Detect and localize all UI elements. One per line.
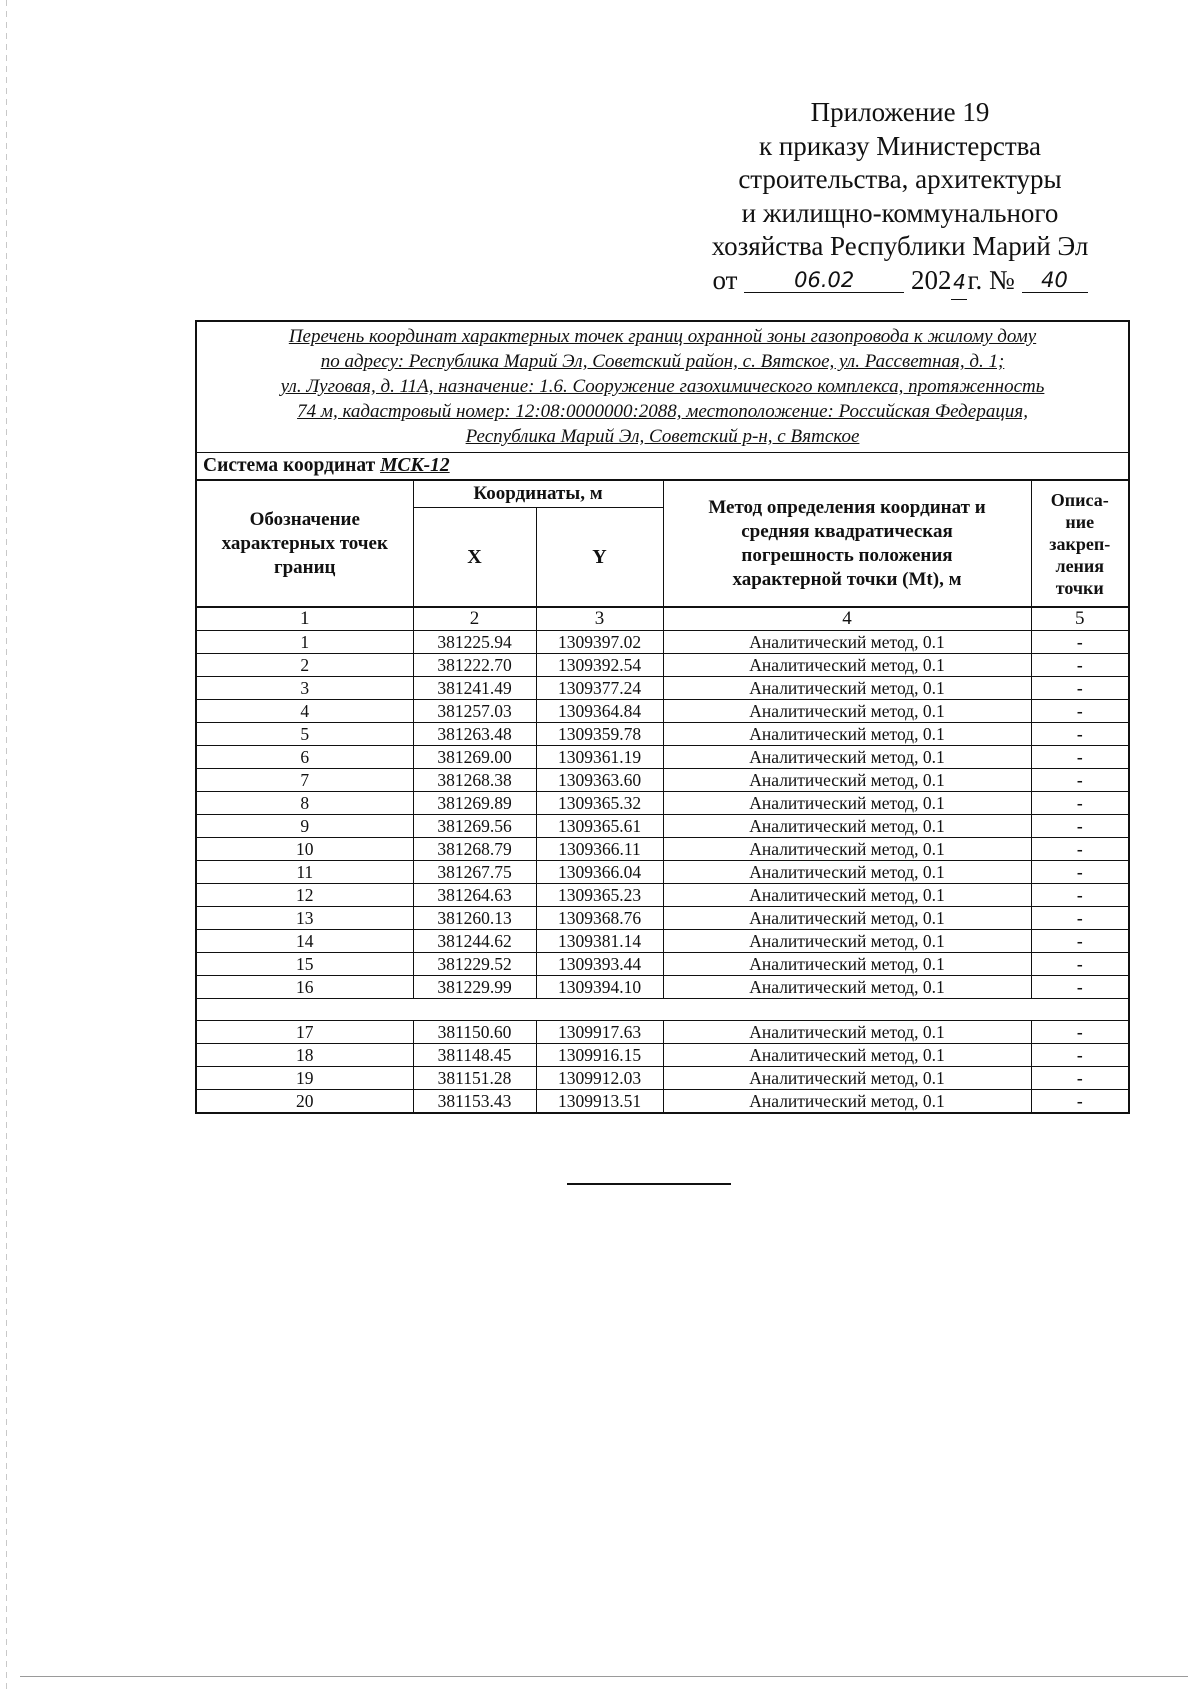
table-row bbox=[196, 953, 1129, 976]
appendix-line: к приказу Министерства bbox=[758, 130, 1042, 161]
x-coordinate-cell: 381269.56 bbox=[413, 815, 536, 838]
point-number-cell: 7 bbox=[196, 769, 413, 792]
x-coordinate-cell: 381151.28 bbox=[413, 1067, 536, 1090]
table-row bbox=[196, 884, 1129, 907]
y-coordinate-cell: 1309917.63 bbox=[536, 1021, 663, 1044]
table-row bbox=[196, 700, 1129, 723]
table-row bbox=[196, 677, 1129, 700]
closing-rule bbox=[567, 1183, 731, 1185]
table-row bbox=[196, 792, 1129, 815]
separator-cell bbox=[196, 999, 1129, 1021]
appendix-header bbox=[690, 96, 1110, 298]
point-number-cell: 19 bbox=[196, 1067, 413, 1090]
x-coordinate-cell: 381148.45 bbox=[413, 1044, 536, 1067]
table-row bbox=[196, 723, 1129, 746]
caption-line: Республика Марий Эл, Советский р-н, с Вятское bbox=[465, 426, 860, 447]
header-description bbox=[1031, 480, 1129, 607]
appendix-line: хозяйства Республики Марий Эл bbox=[711, 231, 1089, 261]
description-cell: - bbox=[1031, 930, 1129, 953]
method-cell: Аналитический метод, 0.1 bbox=[663, 654, 1031, 677]
point-number-cell: 8 bbox=[196, 792, 413, 815]
header-text: ние bbox=[1065, 511, 1095, 532]
table-row bbox=[196, 631, 1129, 654]
y-coordinate-cell: 1309397.02 bbox=[536, 631, 663, 654]
method-cell: Аналитический метод, 0.1 bbox=[663, 746, 1031, 769]
description-cell: - bbox=[1031, 723, 1129, 746]
table-row bbox=[196, 976, 1129, 999]
method-cell: Аналитический метод, 0.1 bbox=[663, 677, 1031, 700]
appendix-line: строительства, архитектуры bbox=[738, 164, 1062, 194]
y-coordinate-cell: 1309365.23 bbox=[536, 884, 663, 907]
column-number: 4 bbox=[663, 607, 1031, 631]
x-coordinate-cell: 381257.03 bbox=[413, 700, 536, 723]
handwritten-date: 06.02 bbox=[744, 268, 904, 293]
x-coordinate-cell: 381269.89 bbox=[413, 792, 536, 815]
appendix-line: и жилищно-коммунального bbox=[741, 197, 1059, 228]
point-number-cell: 13 bbox=[196, 907, 413, 930]
method-cell: Аналитический метод, 0.1 bbox=[663, 976, 1031, 999]
header-text: характерных точек bbox=[221, 532, 388, 554]
y-coordinate-cell: 1309368.76 bbox=[536, 907, 663, 930]
column-number-row bbox=[196, 607, 1129, 631]
handwritten-order-number: 40 bbox=[1022, 268, 1088, 293]
x-coordinate-cell: 381229.99 bbox=[413, 976, 536, 999]
header-text: закреп- bbox=[1049, 533, 1111, 554]
caption-line: ул. Луговая, д. 11А, назначение: 1.6. Сооружение газохимического комплекса, протяженность bbox=[280, 376, 1045, 397]
point-number-cell: 11 bbox=[196, 861, 413, 884]
header-text: Обозначение bbox=[249, 508, 360, 530]
scan-bottom-rule bbox=[20, 1676, 1188, 1677]
description-cell: - bbox=[1031, 677, 1129, 700]
table-caption bbox=[196, 321, 1129, 453]
point-number-cell: 2 bbox=[196, 654, 413, 677]
point-number-cell: 14 bbox=[196, 930, 413, 953]
y-coordinate-cell: 1309393.44 bbox=[536, 953, 663, 976]
x-coordinate-cell: 381222.70 bbox=[413, 654, 536, 677]
coord-system-row bbox=[196, 453, 1129, 481]
description-cell: - bbox=[1031, 1021, 1129, 1044]
description-cell: - bbox=[1031, 792, 1129, 815]
separator-row bbox=[196, 999, 1129, 1021]
coord-system-label: Система координат bbox=[203, 455, 376, 476]
x-coordinate-cell: 381153.43 bbox=[413, 1090, 536, 1114]
x-coordinate-cell: 381150.60 bbox=[413, 1021, 536, 1044]
description-cell: - bbox=[1031, 1067, 1129, 1090]
header-method bbox=[663, 480, 1031, 607]
point-number-cell: 9 bbox=[196, 815, 413, 838]
table-caption-row bbox=[196, 321, 1129, 453]
handwritten-year-digit: 4 bbox=[951, 266, 967, 301]
point-number-cell: 12 bbox=[196, 884, 413, 907]
point-number-cell: 18 bbox=[196, 1044, 413, 1067]
description-cell: - bbox=[1031, 654, 1129, 677]
y-coordinate-cell: 1309366.04 bbox=[536, 861, 663, 884]
y-coordinate-cell: 1309394.10 bbox=[536, 976, 663, 999]
description-cell: - bbox=[1031, 907, 1129, 930]
x-coordinate-cell: 381268.38 bbox=[413, 769, 536, 792]
appendix-title: Приложение 19 bbox=[810, 97, 990, 127]
caption-line: Перечень координат характерных точек границ охранной зоны газопровода к жилому дому bbox=[288, 326, 1037, 347]
method-cell: Аналитический метод, 0.1 bbox=[663, 884, 1031, 907]
header-y: Y bbox=[536, 508, 663, 608]
x-coordinate-cell: 381268.79 bbox=[413, 838, 536, 861]
point-number-cell: 1 bbox=[196, 631, 413, 654]
method-cell: Аналитический метод, 0.1 bbox=[663, 930, 1031, 953]
y-coordinate-cell: 1309364.84 bbox=[536, 700, 663, 723]
header-point-designation bbox=[196, 480, 413, 607]
header-text: Описа- bbox=[1050, 489, 1109, 510]
table-row bbox=[196, 746, 1129, 769]
table-row bbox=[196, 1067, 1129, 1090]
coord-system-cell bbox=[196, 453, 1129, 481]
y-coordinate-cell: 1309361.19 bbox=[536, 746, 663, 769]
y-coordinate-cell: 1309366.11 bbox=[536, 838, 663, 861]
method-cell: Аналитический метод, 0.1 bbox=[663, 1044, 1031, 1067]
y-coordinate-cell: 1309363.60 bbox=[536, 769, 663, 792]
caption-line: по адресу: Республика Марий Эл, Советский район, с. Вятское, ул. Рассветная, д. 1; bbox=[320, 351, 1005, 372]
column-number: 2 bbox=[413, 607, 536, 631]
x-coordinate-cell: 381264.63 bbox=[413, 884, 536, 907]
table-row bbox=[196, 861, 1129, 884]
method-cell: Аналитический метод, 0.1 bbox=[663, 700, 1031, 723]
table-row bbox=[196, 930, 1129, 953]
table-row bbox=[196, 815, 1129, 838]
scan-left-edge bbox=[6, 0, 7, 1690]
method-cell: Аналитический метод, 0.1 bbox=[663, 815, 1031, 838]
x-coordinate-cell: 381267.75 bbox=[413, 861, 536, 884]
y-coordinate-cell: 1309365.61 bbox=[536, 815, 663, 838]
method-cell: Аналитический метод, 0.1 bbox=[663, 861, 1031, 884]
description-cell: - bbox=[1031, 838, 1129, 861]
y-coordinate-cell: 1309377.24 bbox=[536, 677, 663, 700]
x-coordinate-cell: 381241.49 bbox=[413, 677, 536, 700]
description-cell: - bbox=[1031, 953, 1129, 976]
table-row bbox=[196, 1021, 1129, 1044]
header-row bbox=[196, 480, 1129, 508]
description-cell: - bbox=[1031, 976, 1129, 999]
method-cell: Аналитический метод, 0.1 bbox=[663, 631, 1031, 654]
method-cell: Аналитический метод, 0.1 bbox=[663, 838, 1031, 861]
description-cell: - bbox=[1031, 815, 1129, 838]
column-number: 1 bbox=[196, 607, 413, 631]
x-coordinate-cell: 381263.48 bbox=[413, 723, 536, 746]
method-cell: Аналитический метод, 0.1 bbox=[663, 1067, 1031, 1090]
y-coordinate-cell: 1309913.51 bbox=[536, 1090, 663, 1114]
method-cell: Аналитический метод, 0.1 bbox=[663, 723, 1031, 746]
description-cell: - bbox=[1031, 769, 1129, 792]
y-coordinate-cell: 1309365.32 bbox=[536, 792, 663, 815]
point-number-cell: 5 bbox=[196, 723, 413, 746]
method-cell: Аналитический метод, 0.1 bbox=[663, 953, 1031, 976]
point-number-cell: 6 bbox=[196, 746, 413, 769]
x-coordinate-cell: 381244.62 bbox=[413, 930, 536, 953]
table-row bbox=[196, 654, 1129, 677]
column-number: 3 bbox=[536, 607, 663, 631]
ot-label: от bbox=[712, 264, 738, 295]
table-row bbox=[196, 1090, 1129, 1114]
table-row bbox=[196, 769, 1129, 792]
x-coordinate-cell: 381269.00 bbox=[413, 746, 536, 769]
description-cell: - bbox=[1031, 1044, 1129, 1067]
description-cell: - bbox=[1031, 1090, 1129, 1114]
y-coordinate-cell: 1309359.78 bbox=[536, 723, 663, 746]
table-row bbox=[196, 907, 1129, 930]
point-number-cell: 10 bbox=[196, 838, 413, 861]
point-number-cell: 17 bbox=[196, 1021, 413, 1044]
header-text: средняя квадратическая bbox=[741, 520, 953, 542]
y-coordinate-cell: 1309916.15 bbox=[536, 1044, 663, 1067]
order-date-number bbox=[690, 264, 1110, 298]
header-text: погрешность положения bbox=[741, 544, 953, 566]
caption-line: 74 м, кадастровый номер: 12:08:0000000:2088, местоположение: Российская Федерация, bbox=[297, 401, 1028, 422]
point-number-cell: 20 bbox=[196, 1090, 413, 1114]
description-cell: - bbox=[1031, 884, 1129, 907]
table-row bbox=[196, 1044, 1129, 1067]
year-suffix: г. № bbox=[967, 264, 1015, 295]
point-number-cell: 16 bbox=[196, 976, 413, 999]
x-coordinate-cell: 381225.94 bbox=[413, 631, 536, 654]
point-number-cell: 15 bbox=[196, 953, 413, 976]
description-cell: - bbox=[1031, 631, 1129, 654]
point-number-cell: 3 bbox=[196, 677, 413, 700]
header-x: X bbox=[413, 508, 536, 608]
description-cell: - bbox=[1031, 700, 1129, 723]
y-coordinate-cell: 1309392.54 bbox=[536, 654, 663, 677]
y-coordinate-cell: 1309912.03 bbox=[536, 1067, 663, 1090]
description-cell: - bbox=[1031, 861, 1129, 884]
header-text: характерной точки (Mt), м bbox=[732, 568, 962, 590]
method-cell: Аналитический метод, 0.1 bbox=[663, 769, 1031, 792]
y-coordinate-cell: 1309381.14 bbox=[536, 930, 663, 953]
description-cell: - bbox=[1031, 746, 1129, 769]
coordinates-table bbox=[195, 320, 1130, 1114]
column-number: 5 bbox=[1031, 607, 1129, 631]
year-prefix: 202 bbox=[910, 264, 952, 295]
method-cell: Аналитический метод, 0.1 bbox=[663, 1021, 1031, 1044]
x-coordinate-cell: 381229.52 bbox=[413, 953, 536, 976]
header-text: границ bbox=[273, 556, 336, 578]
point-number-cell: 4 bbox=[196, 700, 413, 723]
method-cell: Аналитический метод, 0.1 bbox=[663, 907, 1031, 930]
coord-system-value: МСК-12 bbox=[380, 455, 450, 476]
table-row bbox=[196, 838, 1129, 861]
method-cell: Аналитический метод, 0.1 bbox=[663, 792, 1031, 815]
header-text: ления bbox=[1055, 555, 1105, 576]
x-coordinate-cell: 381260.13 bbox=[413, 907, 536, 930]
header-text: точки bbox=[1055, 577, 1104, 598]
header-text: Метод определения координат и bbox=[708, 496, 986, 518]
method-cell: Аналитический метод, 0.1 bbox=[663, 1090, 1031, 1114]
header-coordinates: Координаты, м bbox=[413, 480, 663, 508]
